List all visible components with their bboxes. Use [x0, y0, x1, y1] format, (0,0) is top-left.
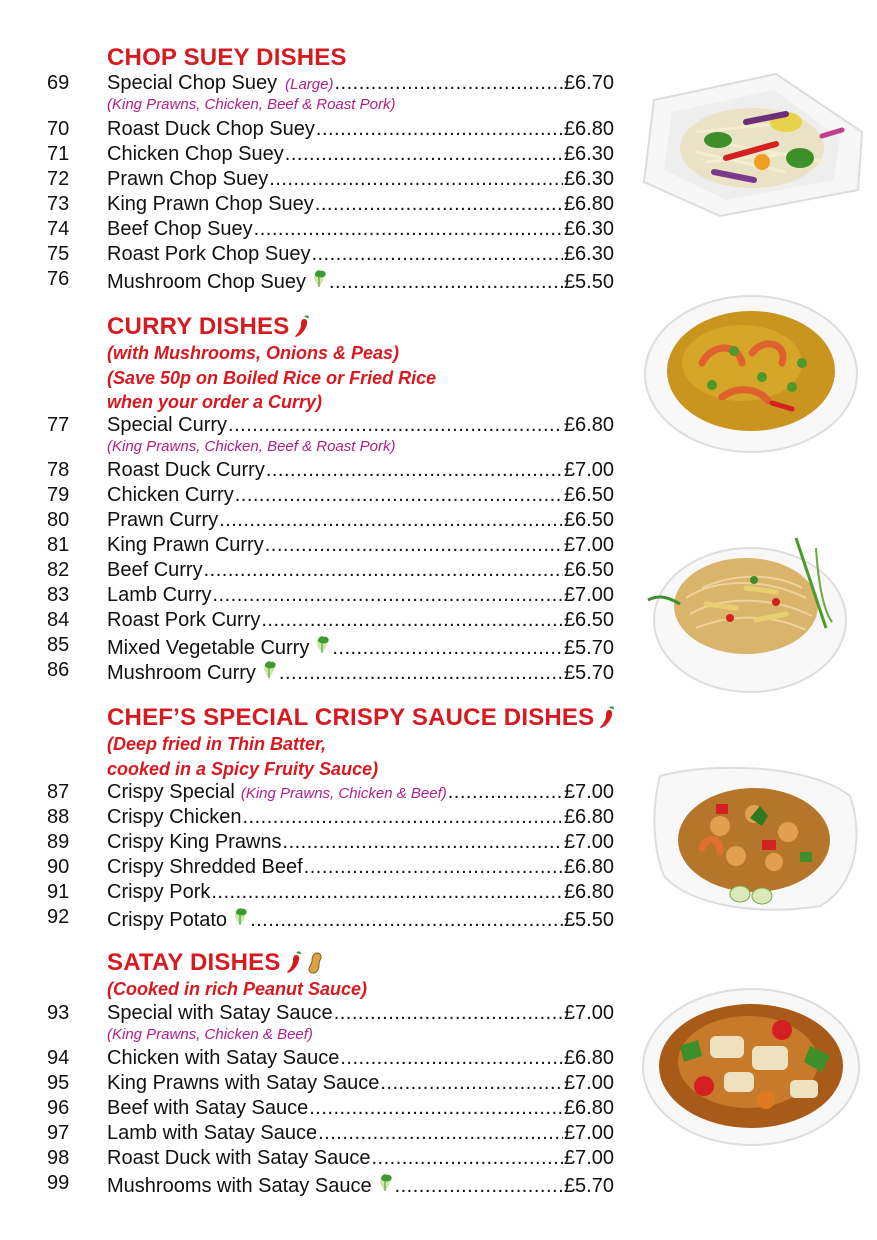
dot-leader — [316, 118, 563, 141]
item-number: 81 — [47, 534, 70, 556]
item-name: Roast Pork Curry — [107, 609, 261, 631]
item-name: King Prawn Curry — [107, 534, 264, 556]
item-name: Crispy Special — [107, 781, 235, 803]
dot-leader — [219, 509, 563, 532]
item-number: 92 — [47, 906, 70, 928]
dot-leader — [340, 1047, 563, 1070]
crispy-photo — [650, 756, 862, 914]
item-price: £6.80 — [563, 414, 614, 436]
item-line — [107, 781, 614, 804]
section-subtitle: (with Mushrooms, Onions & Peas) — [107, 343, 400, 363]
dot-leader — [269, 168, 563, 191]
item-number: 90 — [47, 856, 70, 878]
section-heading-chop-suey — [107, 44, 347, 72]
item-name: Roast Duck Chop Suey — [107, 118, 315, 140]
curry-photo — [642, 293, 860, 455]
item-name: Beef Curry — [107, 559, 203, 581]
item-number: 82 — [47, 559, 70, 581]
item-number: 77 — [47, 414, 70, 436]
item-line — [107, 72, 614, 95]
dot-leader — [371, 1147, 562, 1170]
item-note: (King Prawns, Chicken & Beef) — [107, 1026, 313, 1043]
item-price: £7.00 — [563, 459, 614, 481]
dot-leader — [261, 609, 563, 632]
item-name: Crispy Shredded Beef — [107, 856, 303, 878]
item-number: 98 — [47, 1147, 70, 1169]
item-line — [107, 268, 614, 294]
item-line — [107, 584, 614, 607]
dot-leader — [309, 1097, 563, 1120]
item-number: 74 — [47, 218, 70, 240]
item-line — [107, 634, 614, 660]
item-name: Crispy Potato — [107, 909, 228, 931]
item-name: Special Chop Suey — [107, 72, 278, 94]
item-price: £6.80 — [563, 118, 614, 140]
dot-leader — [380, 1072, 563, 1095]
item-number: 94 — [47, 1047, 70, 1069]
item-price: £5.70 — [563, 662, 614, 684]
item-price: £7.00 — [563, 534, 614, 556]
noodles-photo — [646, 518, 848, 696]
item-line — [107, 881, 614, 904]
item-number: 91 — [47, 881, 70, 903]
item-line — [107, 414, 614, 437]
item-name: Mushroom Chop Suey — [107, 271, 306, 293]
chili-icon — [285, 951, 303, 975]
item-line — [107, 609, 614, 632]
item-line — [107, 1172, 614, 1198]
item-number: 75 — [47, 243, 70, 265]
section-subtitle: (Save 50p on Boiled Rice or Fried Rice — [107, 368, 437, 388]
item-price: £7.00 — [563, 1122, 614, 1144]
item-price: £7.00 — [563, 1147, 614, 1169]
item-price: £5.70 — [563, 637, 614, 659]
item-name: Prawn Chop Suey — [107, 168, 269, 190]
item-price: £7.00 — [563, 1002, 614, 1024]
dot-leader — [311, 243, 563, 266]
dot-leader — [279, 662, 563, 685]
item-name: King Prawn Chop Suey — [107, 193, 314, 215]
item-price: £6.70 — [563, 72, 614, 94]
item-name: Mushroom Curry — [107, 662, 256, 684]
item-name: Crispy Pork — [107, 881, 211, 903]
heading-text: CURRY DISHES — [107, 313, 290, 340]
vegetarian-icon — [313, 634, 331, 654]
item-line — [107, 118, 614, 141]
item-price: £7.00 — [563, 781, 614, 803]
section-heading-curry — [107, 313, 311, 341]
heading-text: CHOP SUEY DISHES — [107, 44, 347, 71]
item-price: £7.00 — [563, 831, 614, 853]
item-line — [107, 906, 614, 932]
dot-leader — [242, 806, 562, 829]
item-price: £6.50 — [563, 609, 614, 631]
chili-icon — [598, 706, 616, 730]
item-line — [107, 168, 614, 191]
item-line — [107, 1072, 614, 1095]
item-name: Roast Duck Curry — [107, 459, 265, 481]
dot-leader — [283, 831, 563, 854]
item-number: 96 — [47, 1097, 70, 1119]
item-line — [107, 1047, 614, 1070]
vegetarian-icon — [376, 1172, 394, 1192]
menu-item — [0, 459, 877, 484]
item-price: £6.30 — [563, 143, 614, 165]
item-inline-note: (Large) — [285, 76, 334, 93]
item-number: 95 — [47, 1072, 70, 1094]
dot-leader — [315, 193, 563, 216]
item-number: 73 — [47, 193, 70, 215]
dot-leader — [211, 881, 563, 904]
item-name: Chicken Curry — [107, 484, 234, 506]
menu-item — [0, 243, 877, 268]
item-price: £6.30 — [563, 168, 614, 190]
item-number: 99 — [47, 1172, 70, 1194]
item-number: 93 — [47, 1002, 70, 1024]
item-name: Lamb with Satay Sauce — [107, 1122, 318, 1144]
item-price: £7.00 — [563, 584, 614, 606]
item-name: Lamb Curry — [107, 584, 212, 606]
dot-leader — [235, 484, 563, 507]
item-name: Prawn Curry — [107, 509, 219, 531]
dot-leader — [395, 1175, 563, 1198]
item-number: 71 — [47, 143, 70, 165]
dot-leader — [204, 559, 563, 582]
item-name: Mushrooms with Satay Sauce — [107, 1175, 372, 1197]
item-name: King Prawns with Satay Sauce — [107, 1072, 380, 1094]
item-line — [107, 1147, 614, 1170]
item-number: 70 — [47, 118, 70, 140]
item-price: £7.00 — [563, 1072, 614, 1094]
menu-item — [0, 1147, 877, 1172]
dot-leader — [448, 781, 563, 804]
item-price: £6.80 — [563, 1047, 614, 1069]
item-number: 80 — [47, 509, 70, 531]
item-line — [107, 559, 614, 582]
section-heading-satay — [107, 949, 323, 977]
item-number: 86 — [47, 659, 70, 681]
dot-leader — [265, 534, 563, 557]
item-number: 83 — [47, 584, 70, 606]
item-line — [107, 659, 614, 685]
item-name: Crispy King Prawns — [107, 831, 282, 853]
dot-leader — [285, 143, 563, 166]
item-price: £6.80 — [563, 1097, 614, 1119]
item-line — [107, 831, 614, 854]
item-line — [107, 143, 614, 166]
menu-item — [0, 1172, 877, 1197]
section-subtitle: cooked in a Spicy Fruity Sauce) — [107, 759, 379, 779]
item-number: 78 — [47, 459, 70, 481]
item-line — [107, 1122, 614, 1145]
item-number: 87 — [47, 781, 70, 803]
item-number: 76 — [47, 268, 70, 290]
item-number: 72 — [47, 168, 70, 190]
item-line — [107, 218, 614, 241]
item-price: £5.50 — [563, 271, 614, 293]
item-line — [107, 806, 614, 829]
menu-item — [0, 268, 877, 293]
section-heading-crispy — [107, 704, 616, 732]
item-number: 84 — [47, 609, 70, 631]
menu-item — [0, 484, 877, 509]
item-price: £6.50 — [563, 484, 614, 506]
dot-leader — [332, 637, 563, 660]
item-line — [107, 509, 614, 532]
item-line — [107, 484, 614, 507]
item-name: Special with Satay Sauce — [107, 1002, 333, 1024]
vegetarian-icon — [260, 659, 278, 679]
section-subtitle: (Deep fried in Thin Batter, — [107, 734, 327, 754]
item-price: £6.80 — [563, 193, 614, 215]
item-price: £5.50 — [563, 909, 614, 931]
item-price: £6.50 — [563, 559, 614, 581]
item-line — [107, 534, 614, 557]
item-note: (King Prawns, Chicken, Beef & Roast Pork) — [107, 438, 396, 455]
item-price: £5.70 — [563, 1175, 614, 1197]
item-name: Chicken Chop Suey — [107, 143, 284, 165]
heading-text: SATAY DISHES — [107, 949, 281, 976]
dot-leader — [329, 271, 563, 294]
dot-leader — [266, 459, 563, 482]
item-price: £6.30 — [563, 218, 614, 240]
item-line — [107, 1097, 614, 1120]
item-price: £6.30 — [563, 243, 614, 265]
item-name: Beef Chop Suey — [107, 218, 253, 240]
item-price: £6.80 — [563, 806, 614, 828]
item-name: Roast Duck with Satay Sauce — [107, 1147, 371, 1169]
dot-leader — [254, 218, 563, 241]
item-name: Roast Pork Chop Suey — [107, 243, 311, 265]
item-name: Special Curry — [107, 414, 228, 436]
item-line — [107, 459, 614, 482]
item-name: Crispy Chicken — [107, 806, 242, 828]
dot-leader — [228, 414, 563, 437]
item-name: Mixed Vegetable Curry — [107, 637, 310, 659]
item-price: £6.50 — [563, 509, 614, 531]
section-subtitle: (Cooked in rich Peanut Sauce) — [107, 979, 368, 999]
item-number: 88 — [47, 806, 70, 828]
dot-leader — [334, 72, 562, 95]
item-line — [107, 1002, 614, 1025]
item-price: £6.80 — [563, 881, 614, 903]
item-number: 69 — [47, 72, 70, 94]
dot-leader — [212, 584, 562, 607]
satay-photo — [640, 986, 862, 1148]
item-line — [107, 856, 614, 879]
item-name: Chicken with Satay Sauce — [107, 1047, 340, 1069]
item-note: (King Prawns, Chicken, Beef & Roast Pork) — [107, 96, 396, 113]
dot-leader — [334, 1002, 563, 1025]
item-number: 89 — [47, 831, 70, 853]
item-line — [107, 243, 614, 266]
item-line — [107, 193, 614, 216]
item-name: Beef with Satay Sauce — [107, 1097, 309, 1119]
item-number: 97 — [47, 1122, 70, 1144]
item-price: £6.80 — [563, 856, 614, 878]
section-subtitle: when your order a Curry) — [107, 392, 323, 412]
dot-leader — [318, 1122, 563, 1145]
item-number: 85 — [47, 634, 70, 656]
vegetarian-icon — [231, 906, 249, 926]
dot-leader — [250, 909, 563, 932]
chili-icon — [293, 315, 311, 339]
vegetarian-icon — [310, 268, 328, 288]
peanut-icon — [307, 951, 323, 975]
chop-suey-photo — [636, 62, 868, 222]
item-inline-note: (King Prawns, Chicken & Beef) — [240, 785, 447, 802]
heading-text: CHEF’S SPECIAL CRISPY SAUCE DISHES — [107, 704, 595, 731]
item-number: 79 — [47, 484, 70, 506]
dot-leader — [304, 856, 563, 879]
